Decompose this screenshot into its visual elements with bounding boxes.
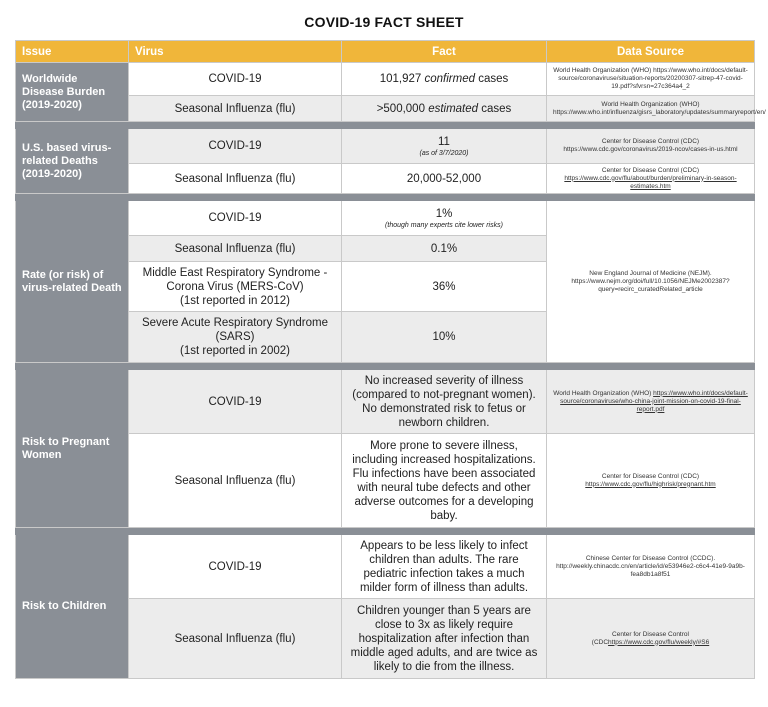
- source-link[interactable]: https://www.who.int/docs/default-source/coronaviruse/who-china-joint-mission-on-covid-19-final-report.pdf: [560, 389, 748, 413]
- source-cell: World Health Organization (WHO) https://www.who.int/influenza/gisrs_laboratory/updates/summaryreport/en/: [547, 96, 755, 122]
- fact-unit: cases: [478, 73, 509, 85]
- fact-cell: 20,000-52,000: [342, 164, 547, 194]
- fact-cell: 0.1%: [342, 236, 547, 262]
- section-divider: [16, 194, 755, 201]
- source-link[interactable]: https://www.cdc.gov/flu/highrisk/pregnant.htm: [585, 480, 716, 488]
- virus-cell: Seasonal Influenza (flu): [129, 96, 342, 122]
- fact-cell: 36%: [342, 262, 547, 312]
- virus-first-reported: (1st reported in 2012): [180, 294, 290, 307]
- issue-risk-children: Risk to Children: [16, 535, 129, 679]
- virus-first-reported: (1st reported in 2002): [180, 345, 290, 357]
- fact-note: (though many experts cite lower risks): [385, 221, 503, 229]
- virus-cell: COVID-19: [129, 129, 342, 164]
- fact-cell: [342, 201, 547, 236]
- virus-cell: COVID-19: [129, 370, 342, 434]
- fact-cell: No increased severity of illness (compared to not-pregnant women). No demonstrated risk to fetus or newborn children.: [342, 370, 547, 434]
- source-cell: [547, 434, 755, 528]
- virus-cell: [129, 262, 342, 312]
- fact-value: 11: [438, 135, 450, 148]
- table-row: [16, 129, 755, 164]
- virus-cell: Seasonal Influenza (flu): [129, 236, 342, 262]
- page-title: COVID-19 FACT SHEET: [304, 14, 464, 30]
- virus-name-line: Corona Virus (MERS-CoV): [166, 280, 304, 293]
- section-divider: [16, 363, 755, 370]
- virus-cell: COVID-19: [129, 63, 342, 96]
- source-label: Center for Disease Control (CDC: [591, 630, 689, 646]
- fact-cell: [342, 63, 547, 96]
- fact-cell: Children younger than 5 years are close to 3x as likely require hospitalization after infection than middle aged adults, and are twice as likely to die from the illness.: [342, 599, 547, 679]
- fact-value: 101,927: [379, 73, 422, 85]
- table-row: [16, 63, 755, 96]
- source-label: Center for Disease Control (CDC): [601, 472, 700, 480]
- issue-pregnant-women: Risk to Pregnant Women: [16, 370, 129, 528]
- fact-qualifier: estimated: [428, 102, 479, 115]
- issue-worldwide-burden: Worldwide Disease Burden (2019-2020): [16, 63, 129, 122]
- header-fact: Fact: [342, 41, 547, 63]
- fact-qualifier: confirmed: [424, 73, 476, 85]
- virus-name-line: Severe Acute Respiratory Syndrome: [141, 317, 328, 329]
- header-issue: Issue: [16, 41, 129, 63]
- source-link[interactable]: https://www.cdc.gov/flu/weekly/#S6: [608, 638, 710, 646]
- fact-cell: [342, 129, 547, 164]
- source-cell: New England Journal of Medicine (NEJM). https://www.nejm.org/doi/full/10.1056/NEJMe2002387?query=recirc_curatedRelated_article: [547, 201, 755, 363]
- fact-unit: cases: [481, 102, 512, 115]
- source-cell: Center for Disease Control (CDC) https://www.cdc.gov/coronavirus/2019-ncov/cases-in-us.html: [547, 129, 755, 164]
- fact-value: >500,000: [376, 102, 425, 115]
- source-cell: World Health Organization (WHO) https://www.who.int/docs/default-source/coronaviruse/situation-reports/20200307-sitrep-47-covid-19.pdf?sfvrsn=27c364a4_2: [547, 63, 755, 96]
- fact-note: (as of 3/7/2020): [419, 149, 469, 157]
- section-divider: [16, 122, 755, 129]
- table-row: [16, 201, 755, 236]
- source-label: World Health Organization (WHO): [553, 389, 652, 397]
- virus-name-line: (SARS): [215, 331, 255, 343]
- virus-cell: Seasonal Influenza (flu): [129, 434, 342, 528]
- source-cell: Chinese Center for Disease Control (CCDC). http://weekly.chinacdc.cn/en/article/id/e53946e2-c6c4-41e9-9a9b-fea8db1a8f51: [547, 535, 755, 599]
- virus-cell: Seasonal Influenza (flu): [129, 599, 342, 679]
- header-data-source: Data Source: [547, 41, 755, 63]
- header-virus: Virus: [129, 41, 342, 63]
- issue-us-deaths: U.S. based virus-related Deaths (2019-2020): [16, 129, 129, 194]
- issue-death-rate: Rate (or risk) of virus-related Death: [16, 201, 129, 363]
- source-cell: [547, 164, 755, 194]
- section-divider: [16, 528, 755, 535]
- fact-cell: [342, 96, 547, 122]
- virus-name-line: Middle East Respiratory Syndrome -: [142, 266, 328, 279]
- source-cell: [547, 370, 755, 434]
- fact-cell: More prone to severe illness, including increased hospitalizations. Flu infections have been associated with neural tube defects and other adverse outcomes for a developing baby.: [342, 434, 547, 528]
- source-link[interactable]: https://www.cdc.gov/flu/about/burden/preliminary-in-season-estimates.htm: [564, 174, 737, 190]
- virus-cell: COVID-19: [129, 201, 342, 236]
- table-row: [16, 370, 755, 434]
- virus-cell: COVID-19: [129, 535, 342, 599]
- fact-cell: 10%: [342, 312, 547, 363]
- virus-cell: [129, 312, 342, 363]
- source-cell: [547, 599, 755, 679]
- table-row: [16, 535, 755, 599]
- header-row: [16, 41, 755, 63]
- fact-table: [15, 40, 766, 679]
- source-label: Center for Disease Control (CDC): [601, 166, 700, 174]
- fact-value: 1%: [435, 207, 453, 220]
- fact-cell: Appears to be less likely to infect children than adults. The rare pediatric infection takes a much milder form of illness than adults.: [342, 535, 547, 599]
- virus-cell: Seasonal Influenza (flu): [129, 164, 342, 194]
